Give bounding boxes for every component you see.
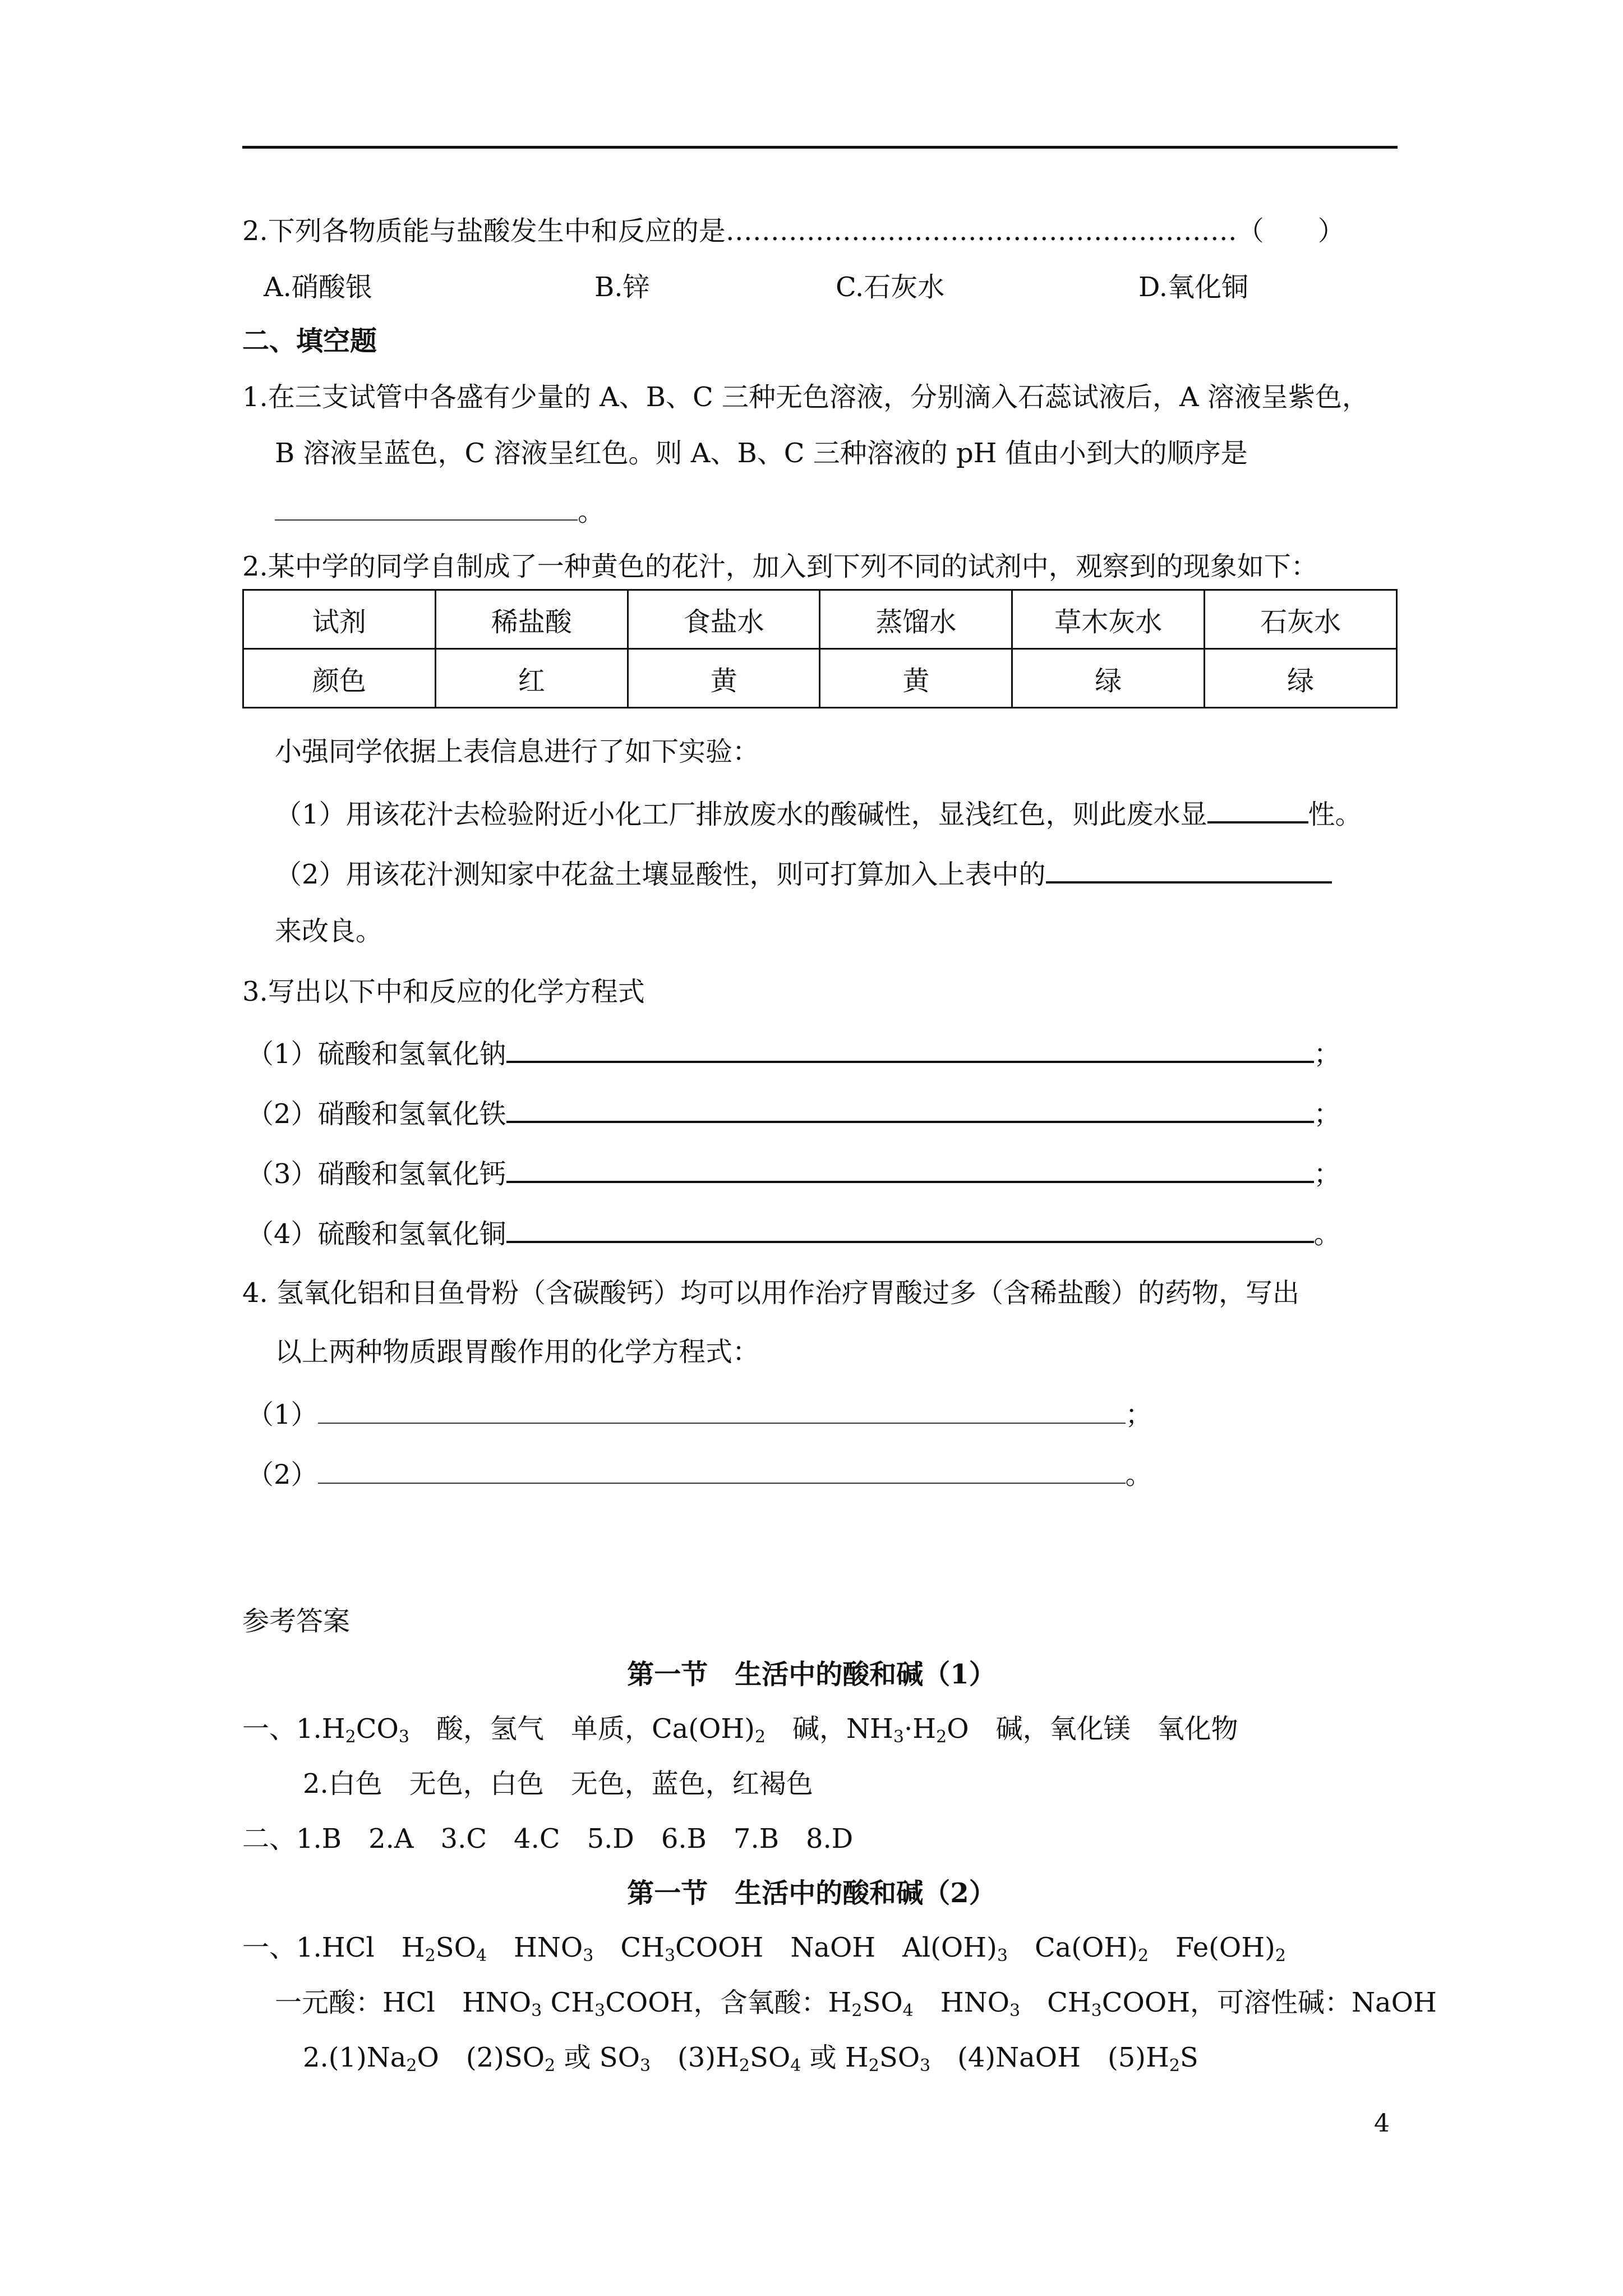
answer-blank[interactable] <box>275 494 578 521</box>
subscript: 2 <box>1169 2056 1180 2076</box>
item-label: （2）硝酸和氢氧化铁 <box>247 1098 506 1130</box>
answers-section2-title: 第一节 生活中的酸和碱（2） <box>627 1878 996 1909</box>
answer-blank[interactable] <box>318 1457 1126 1484</box>
subscript: 3 <box>664 1946 676 1966</box>
item-end: 。 <box>1313 1218 1341 1250</box>
text: SO <box>862 1987 903 2018</box>
item-end: ； <box>1313 1158 1341 1190</box>
fill1-line1: 1.在三支试管中各盛有少量的 A、B、C 三种无色溶液，分别滴入石蕊试液后，A 溶液呈紫色， <box>242 381 1369 413</box>
table-cell: 绿 <box>1012 649 1205 708</box>
table-cell: 黄 <box>628 649 820 708</box>
fill2-sub1 <box>275 795 1362 831</box>
text: Ca(OH) <box>1007 1932 1138 1963</box>
answer-blank[interactable] <box>318 1397 1126 1424</box>
fill1-answer <box>275 494 605 528</box>
table-cell: 绿 <box>1205 649 1397 708</box>
text: COOH，含氧酸：H <box>605 1987 852 2018</box>
fill1-end: 。 <box>578 496 605 527</box>
fill4-line2: 以上两种物质跟胃酸作用的化学方程式： <box>275 1336 760 1368</box>
observation-table <box>242 589 1398 708</box>
text: 酸，氢气 单质，Ca(OH) <box>409 1713 755 1745</box>
answer-blank[interactable] <box>506 1215 1314 1243</box>
table-cell: 红 <box>435 649 628 708</box>
subscript: 4 <box>790 2056 801 2076</box>
text: COOH，可溶性碱：NaOH <box>1101 1987 1437 2018</box>
text: (4)NaOH (5)H <box>930 2042 1169 2073</box>
text: 或 SO <box>555 2042 640 2073</box>
text: S <box>1179 2042 1198 2073</box>
answer-blank[interactable] <box>506 1095 1314 1123</box>
subscript: 2 <box>545 2056 556 2076</box>
text: O 碱，氧化镁 氧化物 <box>947 1713 1238 1745</box>
page-number: 4 <box>1374 2109 1390 2138</box>
header-rule <box>242 146 1398 149</box>
text: 一、1.HCl H <box>242 1932 425 1963</box>
text: ·H <box>904 1713 937 1745</box>
table-cell: 食盐水 <box>628 590 820 649</box>
subscript: 3 <box>893 1727 905 1747</box>
text: 一、1.H <box>242 1713 345 1745</box>
subscript: 3 <box>639 2056 651 2076</box>
answer-blank[interactable] <box>506 1155 1314 1183</box>
subscript: 3 <box>920 2056 931 2076</box>
table-row <box>243 590 1397 649</box>
item-label: （1）硫酸和氢氧化钠 <box>247 1038 506 1070</box>
subscript: 2 <box>936 1727 947 1747</box>
answers-sec2-line2 <box>275 1986 1437 2019</box>
subscript: 3 <box>594 2001 606 2021</box>
subscript: 2 <box>851 2001 863 2021</box>
table-cell: 石灰水 <box>1205 590 1397 649</box>
answers-sec2-line3 <box>303 2041 1198 2074</box>
text: SO <box>879 2042 920 2073</box>
option-b: B.锌 <box>594 272 650 303</box>
answers-title: 参考答案 <box>242 1605 351 1637</box>
item-label: （1） <box>247 1399 318 1430</box>
answers-sec2-line1 <box>242 1931 1286 1964</box>
answer-blank[interactable] <box>1207 795 1308 823</box>
table-cell: 草木灰水 <box>1012 590 1205 649</box>
subscript: 4 <box>902 2001 914 2021</box>
text: 或 H <box>801 2042 869 2073</box>
table-cell: 蒸馏水 <box>820 590 1012 649</box>
subscript: 3 <box>1009 2001 1021 2021</box>
table-cell: 颜色 <box>243 649 436 708</box>
subscript: 2 <box>754 1727 766 1747</box>
fill2-intro: 小强同学依据上表信息进行了如下实验： <box>275 736 760 767</box>
table-cell: 黄 <box>820 649 1012 708</box>
answers-section1-title: 第一节 生活中的酸和碱（1） <box>627 1659 996 1690</box>
item-label: （4）硫酸和氢氧化铜 <box>247 1218 506 1250</box>
table-row <box>243 649 1397 708</box>
sub2-text: （2）用该花汁测知家中花盆土壤显酸性，则可打算加入上表中的 <box>275 859 1046 890</box>
sub1-end: 性。 <box>1308 799 1362 830</box>
fill3-item-2 <box>247 1095 1341 1131</box>
answer-blank[interactable] <box>1046 855 1332 884</box>
answers-sec1-line3: 二、1.B 2.A 3.C 4.C 5.D 6.B 7.B 8.D <box>242 1823 854 1855</box>
fill4-item-2 <box>247 1457 1152 1492</box>
answers-sec1-line2: 2.白色 无色，白色 无色，蓝色，红褐色 <box>303 1768 813 1800</box>
subscript: 3 <box>997 1946 1008 1966</box>
fill1-line2: B 溶液呈蓝色，C 溶液呈红色。则 A、B、C 三种溶液的 pH 值由小到大的顺序是 <box>275 438 1248 469</box>
answer-blank[interactable] <box>506 1035 1314 1063</box>
fill4-item-1 <box>247 1397 1152 1432</box>
option-a: A.硝酸银 <box>264 272 372 303</box>
subscript: 4 <box>476 1946 487 1966</box>
item-end: ； <box>1125 1399 1152 1430</box>
sub1-text: （1）用该花汁去检验附近小化工厂排放废水的酸碱性，显浅红色，则此废水显 <box>275 799 1207 830</box>
subscript: 2 <box>868 2056 879 2076</box>
item-end: ； <box>1313 1038 1341 1070</box>
subscript: 2 <box>1137 1946 1149 1966</box>
subscript: 2 <box>425 1946 436 1966</box>
table-cell: 稀盐酸 <box>435 590 628 649</box>
item-label: （2） <box>247 1459 318 1490</box>
text: SO <box>435 1932 476 1963</box>
fill4-line1: 4. 氢氧化铝和目鱼骨粉（含碳酸钙）均可以用作治疗胃酸过多（含稀盐酸）的药物，写出 <box>242 1277 1300 1309</box>
text: (3)H <box>651 2042 739 2073</box>
text: O (2)SO <box>417 2042 545 2073</box>
text: 一元酸：HCl HNO <box>275 1987 532 2018</box>
text: Fe(OH) <box>1149 1932 1275 1963</box>
table-cell: 试剂 <box>243 590 436 649</box>
text: SO <box>750 2042 791 2073</box>
fill3-item-3 <box>247 1155 1341 1191</box>
text: CH <box>593 1932 665 1963</box>
item-end: ； <box>1313 1098 1341 1130</box>
fill2-sub2-end: 来改良。 <box>275 915 383 947</box>
subscript: 2 <box>345 1727 356 1747</box>
fill3-item-4 <box>247 1215 1341 1251</box>
text: HNO <box>487 1932 583 1963</box>
subscript: 2 <box>739 2056 750 2076</box>
item-end: 。 <box>1125 1459 1152 1490</box>
text: CO <box>356 1713 399 1745</box>
text: CH <box>1020 1987 1091 2018</box>
answers-sec1-line1 <box>242 1712 1238 1746</box>
subscript: 3 <box>531 2001 542 2021</box>
fill3-item-1 <box>247 1035 1341 1071</box>
text: CH <box>542 1987 595 2018</box>
text: 2.(1)Na <box>303 2042 407 2073</box>
subscript: 2 <box>1275 1946 1286 1966</box>
subscript: 3 <box>398 1727 409 1747</box>
subscript: 3 <box>1091 2001 1102 2021</box>
fill3-stem: 3.写出以下中和反应的化学方程式 <box>242 976 645 1007</box>
text: HNO <box>913 1987 1009 2018</box>
subscript: 2 <box>406 2056 417 2076</box>
text: COOH NaOH Al(OH) <box>675 1932 997 1963</box>
item-label: （3）硝酸和氢氧化钙 <box>247 1158 506 1190</box>
section-title-fill-in: 二、填空题 <box>242 325 377 357</box>
option-c: C.石灰水 <box>836 272 945 303</box>
text: 碱，NH <box>766 1713 893 1745</box>
fill2-sub2 <box>275 855 1332 891</box>
subscript: 3 <box>583 1946 594 1966</box>
fill2-stem: 2.某中学的同学自制成了一种黄色的花汁，加入到下列不同的试剂中，观察到的现象如下： <box>242 551 1318 582</box>
question-2-stem: 2.下列各物质能与盐酸发生中和反应的是…………………………………………………（ ） <box>242 215 1345 247</box>
option-d: D.氧化铜 <box>1138 272 1249 303</box>
